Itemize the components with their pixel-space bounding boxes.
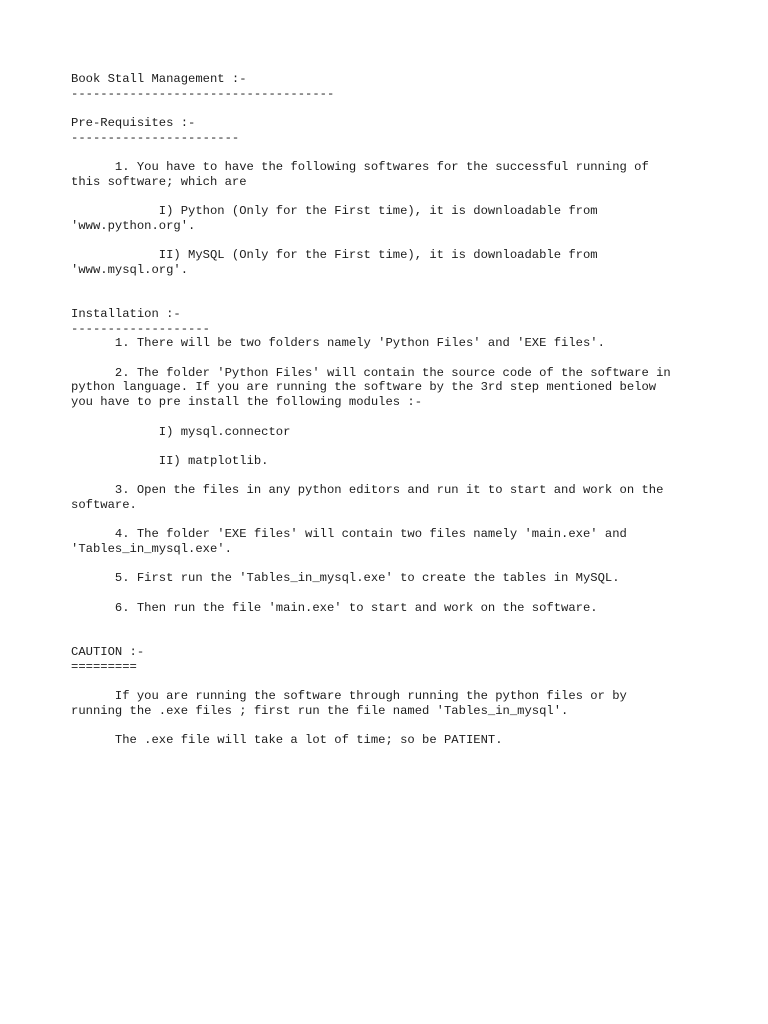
- spacer: [71, 190, 711, 205]
- document-title: Book Stall Management :-: [71, 72, 247, 86]
- installation-step-2-line-1: 2. The folder 'Python Files' will contain the source code of the software in: [71, 365, 671, 380]
- spacer: [71, 630, 711, 645]
- installation-step-3-line-1: 3. Open the files in any python editors and run it to start and work on the: [71, 483, 664, 498]
- spacer: [71, 145, 711, 160]
- spacer: [71, 278, 711, 293]
- prereq-python-line-1: I) Python (Only for the First time), it is downloadable from: [71, 204, 598, 219]
- spacer: [71, 586, 711, 601]
- prereq-mysql-line-1: II) MySQL (Only for the First time), it is downloadable from: [71, 248, 598, 263]
- spacer: [71, 615, 711, 630]
- installation-module-1: I) mysql.connector: [71, 424, 291, 439]
- spacer: [71, 410, 711, 425]
- title-underline: ------------------------------------: [71, 86, 335, 101]
- prereq-python-line-2: 'www.python.org'.: [71, 218, 196, 233]
- installation-module-2: II) matplotlib.: [71, 453, 269, 468]
- document-page: [71, 72, 711, 748]
- prereq-underline: -----------------------: [71, 130, 240, 145]
- spacer: [71, 351, 711, 366]
- installation-step-2-line-3: you have to pre install the following modules :-: [71, 395, 423, 410]
- installation-underline: -------------------: [71, 321, 210, 336]
- spacer: [71, 292, 711, 307]
- spacer: [71, 234, 711, 249]
- prereq-heading: Pre-Requisites :-: [71, 116, 196, 131]
- installation-step-4-line-1: 4. The folder 'EXE files' will contain two files namely 'main.exe' and: [71, 527, 627, 542]
- installation-step-4-line-2: 'Tables_in_mysql.exe'.: [71, 542, 232, 556]
- spacer: [71, 718, 711, 733]
- installation-heading: Installation :-: [71, 307, 181, 321]
- caution-heading: CAUTION :-: [71, 644, 145, 659]
- prereq-mysql-line-2: 'www.mysql.org'.: [71, 262, 189, 277]
- caution-underline: =========: [71, 659, 137, 674]
- installation-step-3-line-2: software.: [71, 497, 137, 512]
- caution-paragraph-1-line-1: If you are running the software through running the python files or by: [71, 688, 627, 703]
- prereq-item-1-line-1: 1. You have to have the following softwares for the successful running of: [71, 160, 649, 175]
- prereq-item-1-line-2: this software; which are: [71, 174, 247, 189]
- spacer: [71, 101, 711, 116]
- spacer: [71, 674, 711, 689]
- installation-step-5: 5. First run the 'Tables_in_mysql.exe' to create the tables in MySQL.: [71, 571, 620, 586]
- spacer: [71, 513, 711, 528]
- spacer: [71, 557, 711, 572]
- spacer: [71, 439, 711, 454]
- installation-step-6: 6. Then run the file 'main.exe' to start and work on the software.: [71, 600, 598, 615]
- spacer: [71, 469, 711, 484]
- caution-paragraph-2: The .exe file will take a lot of time; so be PATIENT.: [71, 732, 503, 747]
- installation-step-1: 1. There will be two folders namely 'Python Files' and 'EXE files'.: [71, 336, 605, 351]
- installation-step-2-line-2: python language. If you are running the software by the 3rd step mentioned below: [71, 380, 657, 395]
- caution-paragraph-1-line-2: running the .exe files ; first run the file named 'Tables_in_mysql'.: [71, 703, 569, 718]
